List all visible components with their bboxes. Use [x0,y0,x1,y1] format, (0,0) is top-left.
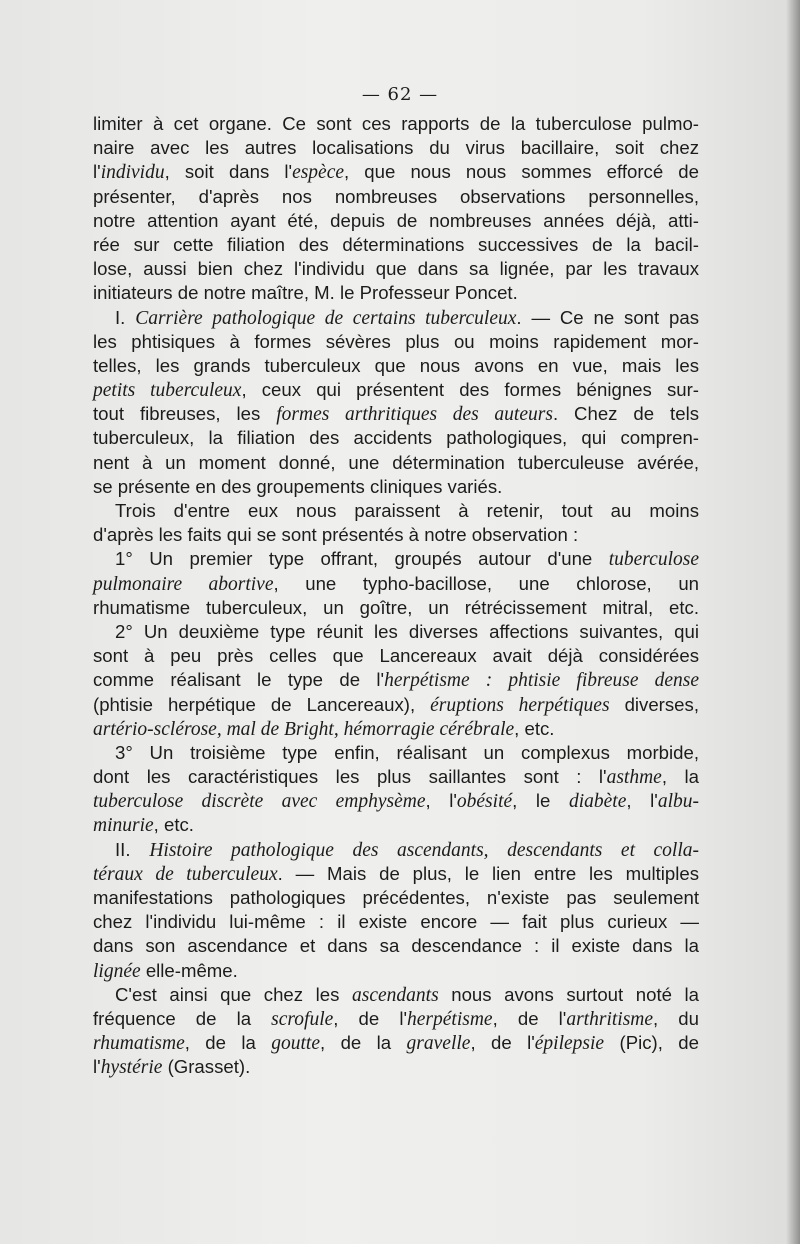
text-line [93,330,699,354]
text-line [93,547,699,571]
text-segment: , du [653,1007,699,1029]
text-line [93,257,699,281]
text-segment: limiter à cet organe. Ce sont ces rapports de la tuberculose pulmo- [93,113,699,134]
text-segment: notre attention ayant été, depuis de nombreuses années déjà, atti- [93,209,699,231]
text-line [93,620,699,644]
text-segment: rhumatisme tuberculeux, un goître, un rétrécissement mitral, etc. [93,596,699,618]
text-segment: telles, les grands tuberculeux que nous avons en vue, mais les [93,354,699,376]
italic-text: hystérie [100,1057,163,1079]
text-segment: , etc. [153,814,194,836]
italic-text: Carrière pathologique de certains tuberculeux [135,307,517,329]
text-line [93,789,699,813]
text-segment: l' [93,1056,101,1078]
text-segment: (Pic), de [604,1032,699,1054]
text-line [93,959,699,983]
text-segment: , de la [184,1032,272,1054]
italic-text: individu [100,162,165,184]
italic-text: artério-sclérose, mal de Bright, hémorragie cérébrale [93,718,515,740]
italic-text: tuberculose discrète avec emphysème [93,791,426,813]
text-segment: fréquence de la [93,1007,272,1029]
text-line [93,475,699,499]
text-segment: dont les caractéristiques les plus saillantes sont : l' [93,766,607,788]
text-line [93,644,699,668]
text-line [93,499,699,523]
text-segment: , de la [320,1032,407,1054]
text-segment: , l' [425,790,457,812]
text-segment: tuberculeux, la filiation des accidents pathologiques, qui compren- [93,427,699,449]
text-segment: . Chez de tels [552,403,699,425]
text-line [93,1007,699,1031]
italic-text: ascendants [352,984,439,1006]
text-segment: tout fibreuses, les [93,403,277,425]
text-line [93,306,699,330]
text-line [93,354,699,378]
text-line [93,934,699,958]
text-line [93,523,699,547]
text-segment: d'après les faits qui se sont présentés à notre observation : [93,524,579,546]
italic-text: gravelle [406,1033,471,1055]
italic-text: albu- [657,791,699,813]
text-segment: 1° Un premier type offrant, groupés autour d'une [115,548,609,570]
italic-text: arthritisme [566,1008,654,1030]
text-segment: , que nous nous sommes efforcé de [344,161,699,183]
text-line [93,233,699,257]
text-segment: , de l' [333,1007,408,1029]
text-line [93,112,699,136]
text-segment: initiateurs de notre maître, M. le Professeur Poncet. [93,282,518,304]
italic-text: Histoire pathologique des ascendants, descendants et colla- [149,839,699,861]
italic-text: téraux de tuberculeux [93,863,278,885]
text-segment: , de l' [492,1007,567,1029]
text-line [93,209,699,233]
text-segment: comme réalisant le type de l' [93,669,385,691]
text-line [93,693,699,717]
text-segment: , soit dans l' [164,161,293,183]
text-line [93,378,699,402]
text-line [93,741,699,765]
italic-text: goutte [271,1033,321,1055]
text-line [93,426,699,450]
italic-text: minurie [93,815,154,837]
text-line [93,838,699,862]
text-segment: 3° Un troisième type enfin, réalisant un complexus morbide, [115,741,699,763]
italic-text: asthme [606,767,662,789]
text-line [93,281,699,305]
text-line [93,910,699,934]
text-segment: Trois d'entre eux nous paraissent à retenir, tout au moins [115,500,699,521]
text-segment: lose, aussi bien chez l'individu que dans sa lignée, par les travaux [93,258,699,280]
text-line [93,813,699,837]
italic-text: herpétisme [407,1008,493,1030]
italic-text: espèce [292,162,345,184]
text-segment: , de l' [470,1032,535,1054]
text-line [93,160,699,184]
text-segment: , l' [626,790,658,812]
text-segment: les phtisiques à formes sévères plus ou moins rapidement mor- [93,330,699,352]
text-line [93,402,699,426]
text-segment: I. [115,306,136,328]
text-line [93,862,699,886]
text-line [93,886,699,910]
text-line [93,185,699,209]
text-segment: naire avec les autres localisations du virus bacillaire, soit chez [93,137,699,159]
text-segment: se présente en des groupements cliniques variés. [93,475,503,497]
italic-text: épilepsie [534,1033,605,1055]
italic-text: tuberculose [608,549,699,571]
page-number: — 62 — [361,84,439,105]
text-segment: rée sur cette filiation des déterminations successives de la bacil- [93,233,699,255]
text-line [93,765,699,789]
italic-text: lignée [93,960,141,982]
italic-text: éruptions herpétiques [430,694,610,716]
text-segment: elle-même. [140,959,238,981]
text-segment: présenter, d'après nos nombreuses observations personnelles, [93,185,699,207]
text-segment: chez l'individu lui-même : il existe encore — fait plus curieux — [93,911,699,933]
text-segment: , le [512,790,569,812]
italic-text: petits tuberculeux [93,380,242,402]
text-segment: nous avons surtout noté la [438,983,699,1005]
italic-text: obésité [456,791,513,813]
text-segment: . — Mais de plus, le lien entre les multiples [277,862,699,884]
text-line [93,717,699,741]
text-segment: . — Ce ne sont pas [516,306,700,328]
text-segment: C'est ainsi que chez les [115,983,352,1005]
text-segment: nent à un moment donné, une détermination tuberculeuse avérée, [93,451,699,473]
text-segment: (phtisie herpétique de Lancereaux), [93,693,431,715]
text-segment: , ceux qui présentent des formes bénignes sur- [241,379,699,401]
text-line [93,136,699,160]
text-segment: , etc. [514,717,555,739]
text-segment: (Grasset). [162,1056,251,1078]
italic-text: herpétisme : phtisie fibreuse dense [384,670,699,692]
text-line [93,451,699,475]
text-segment: sont à peu près celles que Lancereaux avait déjà considérées [93,645,699,667]
italic-text: formes arthritiques des auteurs [276,404,553,426]
text-segment: diverses, [609,693,699,715]
italic-text: diabète [568,791,627,813]
text-line [93,668,699,692]
text-line [93,1031,699,1055]
italic-text: pulmonaire abortive [93,573,274,595]
text-segment: , une typho-bacillose, une chlorose, un [273,572,699,594]
text-segment: dans son ascendance et dans sa descendance : il existe dans la [93,935,699,957]
text-line [93,1055,699,1079]
body-text [93,112,699,1080]
text-segment: II. [115,838,150,860]
text-line [93,596,699,620]
text-segment: , la [661,766,699,788]
text-segment: manifestations pathologiques précédentes, n'existe pas seulement [93,887,699,908]
italic-text: rhumatisme [93,1033,185,1055]
text-segment: l' [93,161,101,183]
text-line [93,983,699,1007]
text-line [93,572,699,596]
text-segment: 2° Un deuxième type réunit les diverses affections suivantes, qui [115,620,699,642]
italic-text: scrofule [271,1008,334,1030]
